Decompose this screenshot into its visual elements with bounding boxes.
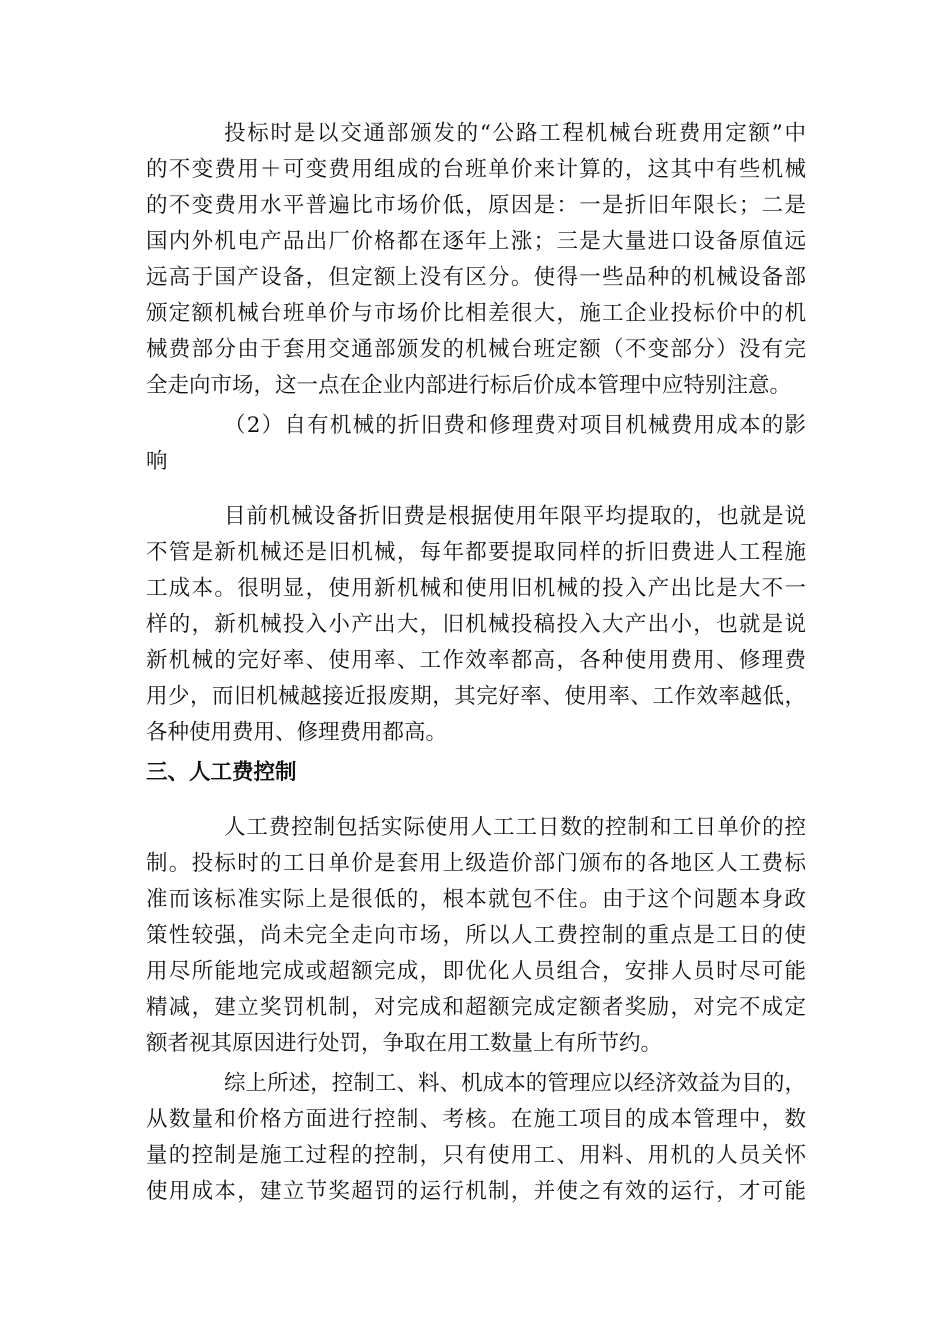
- text-line: 量的控制是施工过程的控制，只有使用工、用料、用机的人员关怀: [146, 1143, 806, 1168]
- text-line: 使用成本，建立节奖超罚的运行机制，并使之有效的运行，才可能: [146, 1179, 806, 1204]
- text-line: 精减，建立奖罚机制，对完成和超额完成定额者奖励，对完不成定: [146, 995, 806, 1020]
- text-line: 械费部分由于套用交通部颁发的机械台班定额（不变部分）没有完: [146, 337, 806, 362]
- paragraph-machinery-rate: [146, 116, 806, 404]
- text-line: 国内外机电产品出厂价格都在逐年上涨；三是大量进口设备原值远: [146, 229, 806, 254]
- text-line: 目前机械设备折旧费是根据使用年限平均提取的，也就是说: [224, 504, 806, 529]
- section-heading: 三、人工费控制: [146, 760, 297, 785]
- text-line: 用少，而旧机械越接近报废期，其完好率、使用率、工作效率越低，: [146, 684, 806, 709]
- text-line: 样的，新机械投入小产出大，旧机械投稿投入大产出小，也就是说: [146, 612, 806, 637]
- text-line: 从数量和价格方面进行控制、考核。在施工项目的成本管理中，数: [146, 1107, 806, 1132]
- text-line: 各种使用费用、修理费用都高。: [146, 720, 448, 745]
- text-line: 准而该标准实际上是很低的，根本就包不住。由于这个问题本身政: [146, 887, 806, 912]
- text-line: 远高于国产设备，但定额上没有区分。使得一些品种的机械设备部: [146, 265, 806, 290]
- text-line: 人工费控制包括实际使用人工工日数的控制和工日单价的控: [224, 815, 806, 840]
- text-line: 额者视其原因进行处罚，争取在用工数量上有所节约。: [146, 1031, 663, 1056]
- text-line: 制。投标时的工日单价是套用上级造价部门颁布的各地区人工费标: [146, 851, 806, 876]
- text-line: 颁定额机械台班单价与市场价比相差很大，施工企业投标价中的机: [146, 301, 806, 326]
- text-line: （2）自有机械的折旧费和修理费对项目机械费用成本的影: [224, 413, 806, 438]
- text-line: 新机械的完好率、使用率、工作效率都高，各种使用费用、修理费: [146, 648, 806, 673]
- text-line: 全走向市场，这一点在企业内部进行标后价成本管理中应特别注意。: [146, 373, 792, 398]
- text-line: 投标时是以交通部颁发的“公路工程机械台班费用定额”中: [224, 121, 806, 146]
- text-line: 的不变费用水平普遍比市场价低，原因是：一是折旧年限长；二是: [146, 193, 806, 218]
- paragraph-depreciation: [146, 499, 806, 751]
- text-line: 不管是新机械还是旧机械，每年都要提取同样的折旧费进人工程施: [146, 540, 806, 565]
- subheading-depreciation: [146, 408, 806, 480]
- text-line: 综上所述，控制工、料、机成本的管理应以经济效益为目的，: [224, 1071, 806, 1096]
- text-line: 工成本。很明显，使用新机械和使用旧机械的投入产出比是大不一: [146, 576, 806, 601]
- text-line: 用尽所能地完成或超额完成，即优化人员组合，安排人员时尽可能: [146, 959, 806, 984]
- paragraph-labor-cost: [146, 810, 806, 1062]
- paragraph-summary: [146, 1066, 806, 1210]
- text-line: 响: [146, 449, 168, 474]
- text-line: 策性较强，尚未完全走向市场，所以人工费控制的重点是工日的使: [146, 923, 806, 948]
- text-line: 的不变费用＋可变费用组成的台班单价来计算的，这其中有些机械: [146, 157, 806, 182]
